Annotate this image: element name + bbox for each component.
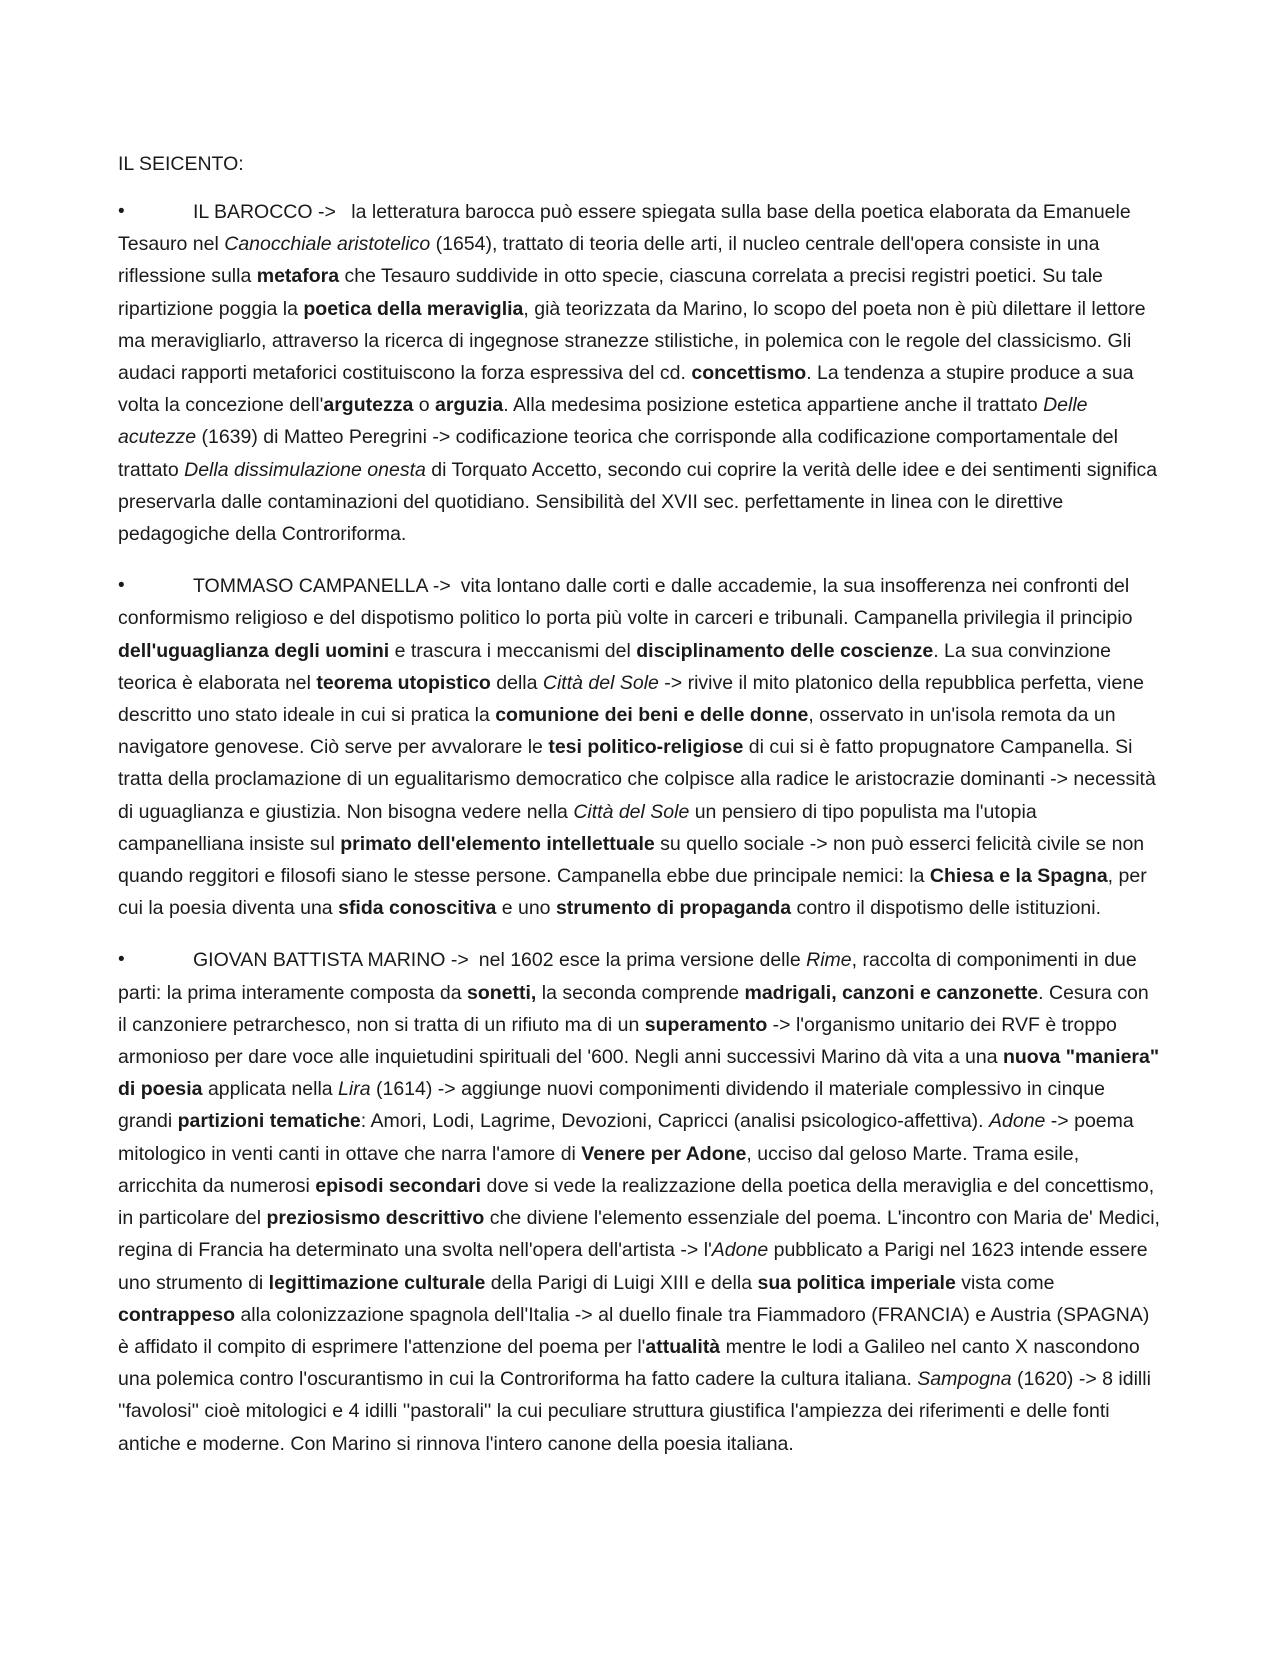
bold-text: sua politica imperiale xyxy=(757,1271,956,1294)
bold-text: disciplinamento delle coscienze xyxy=(636,639,934,662)
body-text: o xyxy=(413,394,435,417)
bold-text: attualità xyxy=(645,1335,721,1358)
body-text: nel 1602 esce la prima versione delle xyxy=(478,949,807,972)
body-text: -> l'organismo unitario dei RVF è troppo armonioso per dare voce alle inquietudini spirituali del '600. Negli anni successivi Marino dà vita a una xyxy=(118,1013,1117,1069)
body-text: alla colonizzazione spagnola dell'Italia -> al duello finale tra Fiammadoro (FRANCIA) e Austria (SPAGNA) è affidato il compito di esprimere l'attenzione del poema per l' xyxy=(118,1303,1150,1358)
italic-text: Rime xyxy=(806,949,852,972)
body-text: , raccolta di componimenti in due parti: la prima interamente composta da xyxy=(118,949,1137,1004)
body-text: la seconda comprende xyxy=(536,981,745,1004)
body-text: mentre le lodi a Galileo nel canto X nascondono una polemica contro l'oscurantismo in cui la Controriforma ha fatto cadere la cultura italiana. xyxy=(118,1335,1140,1391)
body-text: dove si vede la realizzazione della poetica della meraviglia e del concettismo, in particolare del xyxy=(118,1174,1155,1230)
body-text: (1620) -> 8 idilli ''favolosi'' cioè mitologici e 4 idilli ''pastorali'' la cui peculiare struttura giustifica l'ampiezza dei riferimenti e delle fonti antiche e moderne. Con Marino si rinnova l'intero canone della poesia italiana. xyxy=(118,1368,1151,1455)
bold-text: primato dell'elemento intellettuale xyxy=(340,832,655,855)
body-text: -> poema mitologico in venti canti in ottave che narra l'amore di xyxy=(118,1110,1134,1165)
bold-text: teorema utopistico xyxy=(316,671,491,694)
section-heading: IL BAROCCO -> xyxy=(193,201,336,223)
bold-text: tesi politico-religiose xyxy=(548,736,744,759)
section-text xyxy=(118,949,1160,1454)
bold-text: legittimazione culturale xyxy=(268,1271,486,1294)
italic-text: Adone xyxy=(989,1110,1046,1133)
bullet-icon: • xyxy=(118,949,125,971)
body-text: contro il dispotismo delle istituzioni. xyxy=(791,897,1102,920)
body-text: di cui si è fatto propugnatore Campanella. Si tratta della proclamazione di un egualitarismo democratico che colpisce alla radice le aristocrazie dominanti -> necessità di uguaglianza e giustizia. Non bisogna vedere nella xyxy=(118,736,1156,823)
body-text: vita lontano dalle corti e dalle accademie, la sua insofferenza nei confronti del conformismo religioso e del dispotismo politico lo porta più volte in carceri e tribunali. Campanella privilegia il principio xyxy=(118,575,1133,630)
italic-text: Adone xyxy=(711,1239,769,1262)
section-text xyxy=(118,575,1156,919)
body-text: , per cui la poesia diventa una xyxy=(118,865,1147,920)
italic-text: Città del Sole xyxy=(542,671,659,694)
section-campanella xyxy=(118,570,1162,924)
bold-text: dell'uguaglianza degli uomini xyxy=(118,639,390,662)
section-marino xyxy=(118,944,1162,1459)
bold-text: comunione dei beni e delle donne xyxy=(495,704,809,727)
body-text: (1654), trattato di teoria delle arti, il nucleo centrale dell'opera consiste in una riflessione sulla xyxy=(118,233,1100,288)
body-text: che diviene l'elemento essenziale del poema. L'incontro con Maria de' Medici, regina di Francia ha determinato una svolta nell'opera dell'artista -> l' xyxy=(118,1207,1160,1262)
body-text: e uno xyxy=(496,897,556,920)
body-text: della Parigi di Luigi XIII e della xyxy=(485,1271,758,1294)
body-text: -> rivive il mito platonico della repubblica perfetta, viene descritto uno stato ideale in cui si pratica la xyxy=(118,671,1144,727)
italic-text: Sampogna xyxy=(917,1368,1012,1391)
bold-text: preziosismo descrittivo xyxy=(266,1207,485,1230)
bullet-icon: • xyxy=(118,575,125,597)
italic-text: Canocchiale aristotelico xyxy=(224,233,431,256)
section-text xyxy=(118,201,1157,545)
body-text: che Tesauro suddivide in otto specie, ciascuna correlata a precisi registri poetici. Su tale ripartizione poggia la xyxy=(118,265,1103,320)
body-text: su quello sociale -> non può esserci felicità civile se non quando reggitori e filosofi siano le stesse persone. Campanella ebbe due principale nemici: la xyxy=(118,832,1145,888)
italic-text: Delle acutezze xyxy=(118,394,1088,449)
section-barocco xyxy=(118,196,1162,550)
bold-text: sonetti, xyxy=(467,981,537,1004)
bold-text: poetica della meraviglia xyxy=(303,297,524,320)
bold-text: nuova "maniera" di poesia xyxy=(118,1046,1160,1101)
bold-text: arguzia xyxy=(435,394,504,417)
bold-text: contrappeso xyxy=(118,1303,236,1326)
body-text: applicata nella xyxy=(202,1078,339,1101)
body-text: . Alla medesima posizione estetica appartiene anche il trattato xyxy=(503,394,1044,417)
bold-text: madrigali, canzoni e canzonette xyxy=(744,981,1039,1004)
section-heading: GIOVAN BATTISTA MARINO -> xyxy=(193,949,469,972)
body-text: . Cesura con il canzoniere petrarchesco, non si tratta di un rifiuto ma di un xyxy=(118,981,1149,1036)
body-text: e trascura i meccanismi del xyxy=(389,639,637,662)
bold-text: strumento di propaganda xyxy=(555,897,792,920)
bold-text: argutezza xyxy=(323,394,414,417)
body-text: la letteratura barocca può essere spiegata sulla base della poetica elaborata da Emanuele Tesauro nel xyxy=(118,201,1131,256)
bold-text: episodi secondari xyxy=(315,1174,482,1197)
body-text: . La sua convinzione teorica è elaborata nel xyxy=(118,639,1111,694)
bold-text: partizioni tematiche xyxy=(177,1110,361,1133)
body-text: (1614) -> aggiunge nuovi componimenti dividendo il materiale complessivo in cinque grandi xyxy=(118,1078,1105,1133)
bold-text: Chiesa e la Spagna xyxy=(929,865,1108,888)
bold-text: Venere per Adone xyxy=(581,1142,747,1165)
body-text: . La tendenza a stupire produce a sua volta la concezione dell' xyxy=(118,362,1134,417)
document-title: IL SEICENTO: xyxy=(118,153,244,175)
body-text: , ucciso dal geloso Marte. Trama esile, arricchita da numerosi xyxy=(118,1142,1080,1197)
body-text: vista come xyxy=(955,1271,1055,1294)
section-heading: TOMMASO CAMPANELLA -> xyxy=(193,575,451,598)
italic-text: Lira xyxy=(338,1078,371,1101)
body-text: di Torquato Accetto, secondo cui coprire la verità delle idee e dei sentimenti significa preservarla dalle contaminazioni del quotidiano. Sensibilità del XVII sec. perfettamente in linea con le direttive pedagogiche della Controriforma. xyxy=(118,458,1158,546)
italic-text: Città del Sole xyxy=(573,800,690,823)
bold-text: sfida conoscitiva xyxy=(338,897,497,920)
body-text: pubblicato a Parigi nel 1623 intende essere uno strumento di xyxy=(118,1239,1148,1294)
body-text: della xyxy=(490,671,543,694)
body-text: , già teorizzata da Marino, lo scopo del poeta non è più dilettare il lettore ma meravigliarlo, attraverso la ricerca di ingegnose stranezze stilistiche, in polemica con le regole del classicismo. Gli audaci rapporti metaforici costituiscono la forza espressiva del cd. xyxy=(118,297,1146,385)
bullet-icon: • xyxy=(118,201,125,222)
bold-text: concettismo xyxy=(691,362,807,385)
body-text: : Amori, Lodi, Lagrime, Devozioni, Capricci (analisi psicologico-affettiva). xyxy=(360,1110,989,1133)
body-text: (1639) di Matteo Peregrini -> codificazione teorica che corrisponde alla codificazione comportamentale del trattato xyxy=(118,426,1118,481)
bold-text: metafora xyxy=(256,265,340,288)
italic-text: Della dissimulazione onesta xyxy=(184,458,426,481)
body-text: , osservato in un'isola remota da un navigatore genovese. Ciò serve per avvalorare le xyxy=(118,704,1116,759)
body-text: un pensiero di tipo populista ma l'utopia campanelliana insiste sul xyxy=(118,800,1037,855)
bold-text: superamento xyxy=(644,1013,768,1036)
